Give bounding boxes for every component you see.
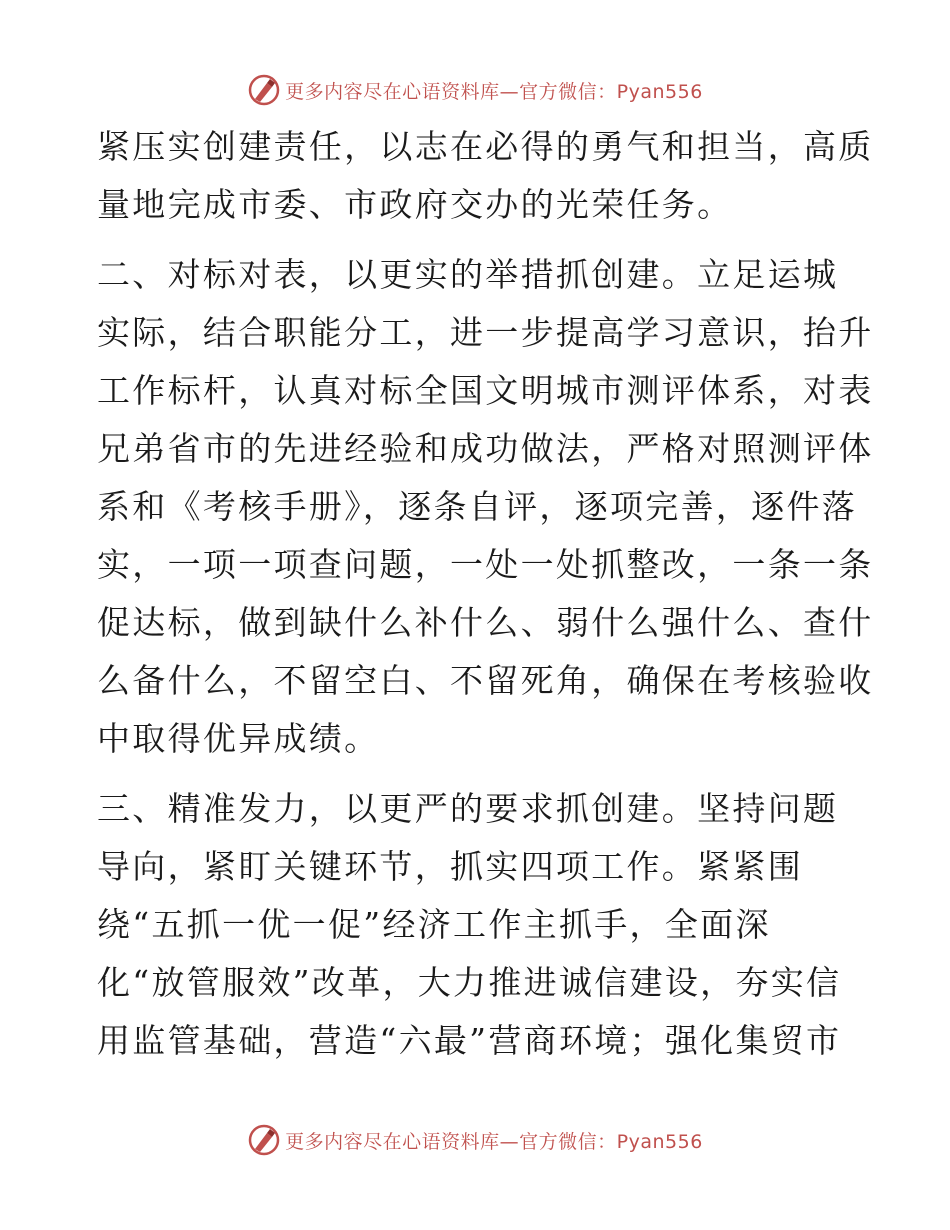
text-line: 绕“五抓一优一促”经济工作主抓手，全面深 [97,905,771,944]
text-line: 中取得优异成绩。 [97,719,380,758]
text-line: 导向，紧盯关键环节，抓实四项工作。紧紧围 [97,847,803,886]
footer-watermark [0,1120,950,1160]
text-line: 工作标杆，认真对标全国文明城市测评体系，对表 [97,371,874,410]
text-line: 兄弟省市的先进经验和成功做法，严格对照测评体 [97,429,874,468]
text-line: 三、精准发力，以更严的要求抓创建。坚持问题 [97,789,839,828]
paragraph-3 [97,780,857,1070]
pen-logo-icon [247,73,281,107]
text-line: 紧压实创建责任，以志在必得的勇气和担当，高质 [97,127,874,166]
paragraph-2 [97,246,874,768]
pen-logo-icon [247,1123,281,1157]
text-line: 么备什么，不留空白、不留死角，确保在考核验收 [97,661,874,700]
text-line: 实，一项一项查问题，一处一处抓整改，一条一条 [97,545,874,584]
footer-watermark-text: 更多内容尽在心语资料库—官方微信：Pyan556 [285,1130,703,1153]
text-line: 化“放管服效”改革，大力推进诚信建设，夯实信 [97,963,842,1002]
header-watermark [0,70,950,110]
text-line: 用监管基础，营造“六最”营商环境；强化集贸市 [97,1021,842,1060]
document-body [97,118,874,1070]
text-line: 实际，结合职能分工，进一步提高学习意识，抬升 [97,313,874,352]
text-line: 二、对标对表，以更实的举措抓创建。立足运城 [97,255,839,294]
paragraph-1 [97,118,874,234]
text-line: 量地完成市委、市政府交办的光荣任务。 [97,185,733,224]
text-line: 促达标，做到缺什么补什么、弱什么强什么、查什 [97,603,874,642]
header-watermark-text: 更多内容尽在心语资料库—官方微信：Pyan556 [285,80,703,103]
text-line: 系和《考核手册》，逐条自评，逐项完善，逐件落 [97,487,858,526]
